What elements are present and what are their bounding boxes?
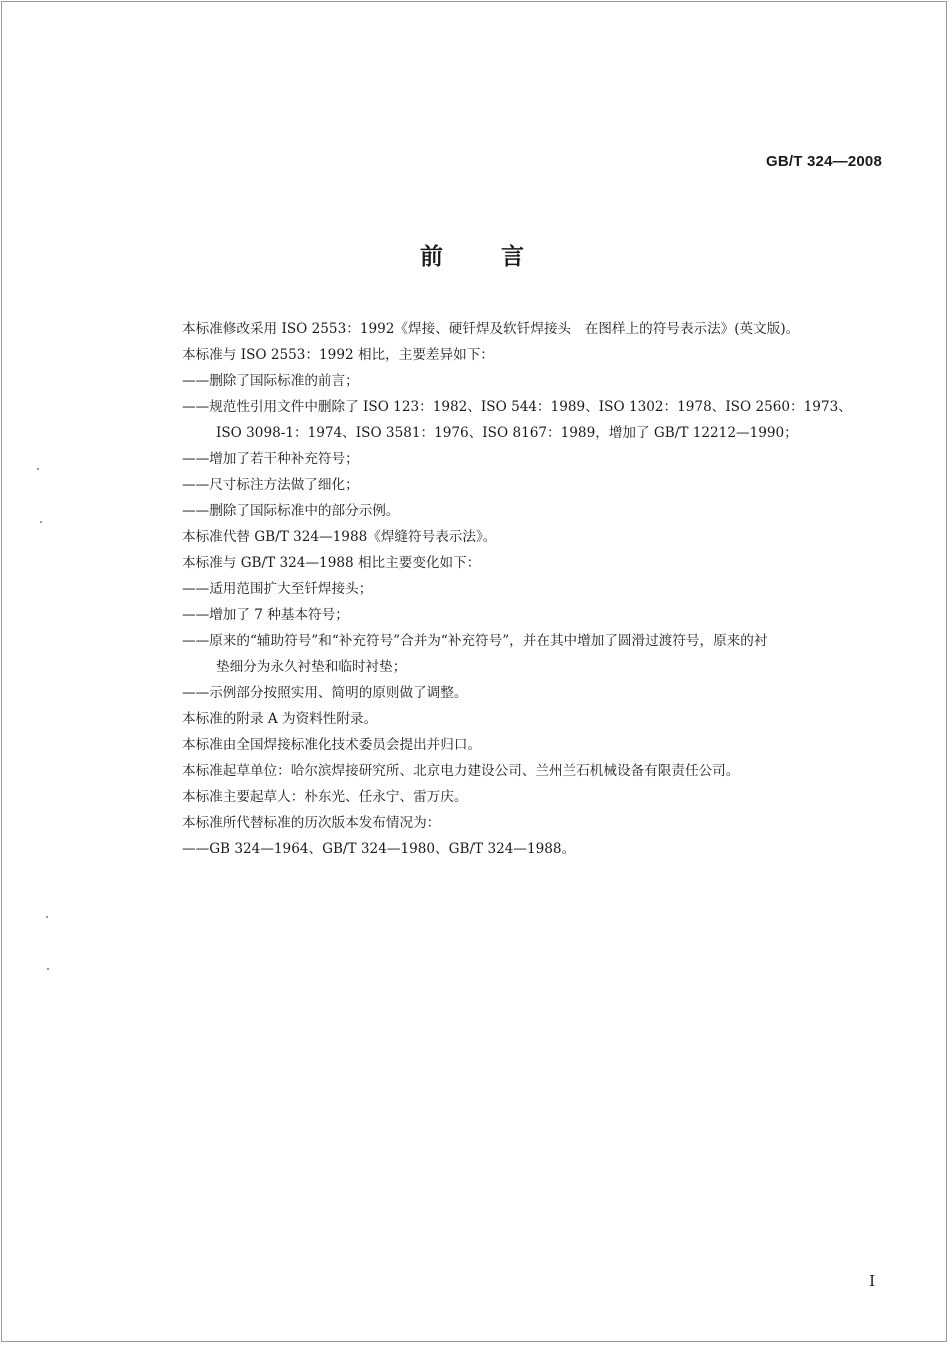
preface-line: 本标准主要起草人：朴东光、任永宁、雷万庆。 xyxy=(182,789,468,805)
preface-line: 本标准代替 GB/T 324—1988《焊缝符号表示法》。 xyxy=(182,529,497,545)
preface-list-item-continuation: ISO 3098-1：1974、ISO 3581：1976、ISO 8167：1989，增加了 GB/T 12212—1990； xyxy=(216,425,798,441)
preface-line: 本标准起草单位：哈尔滨焊接研究所、北京电力建设公司、兰州兰石机械设备有限责任公司。 xyxy=(182,763,740,779)
scan-speck xyxy=(46,916,48,918)
scan-speck xyxy=(37,468,39,470)
preface-line: 本标准所代替标准的历次版本发布情况为： xyxy=(182,815,441,831)
page-number: I xyxy=(869,1272,875,1290)
preface-line: 本标准的附录 A 为资料性附录。 xyxy=(182,711,378,727)
preface-list-item: ——删除了国际标准中的部分示例。 xyxy=(182,503,400,519)
preface-list-item: ——增加了 7 种基本符号； xyxy=(182,607,349,623)
preface-list-item: ——示例部分按照实用、简明的原则做了调整。 xyxy=(182,685,468,701)
scan-speck xyxy=(47,968,49,970)
preface-list-item: ——尺寸标注方法做了细化； xyxy=(182,477,359,493)
preface-body xyxy=(182,316,894,862)
document-code: GB/T 324—2008 xyxy=(766,153,882,170)
preface-list-item: ——增加了若干种补充符号； xyxy=(182,451,359,467)
preface-line: 本标准修改采用 ISO 2553：1992《焊接、硬钎焊及软钎焊接头 在图样上的符号表示法》(英文版)。 xyxy=(182,321,800,337)
scan-speck xyxy=(40,521,42,523)
preface-line: 本标准与 GB/T 324—1988 相比主要变化如下： xyxy=(182,555,481,571)
preface-list-item: ——适用范围扩大至钎焊接头； xyxy=(182,581,373,597)
preface-list-item-continuation: 垫细分为永久衬垫和临时衬垫； xyxy=(216,659,407,675)
preface-list-item: ——删除了国际标准的前言； xyxy=(182,373,359,389)
preface-line: 本标准由全国焊接标准化技术委员会提出并归口。 xyxy=(182,737,482,753)
page-title: 前言 xyxy=(420,244,582,270)
preface-list-item: ——规范性引用文件中删除了 ISO 123：1982、ISO 544：1989、ISO 1302：1978、ISO 2560：1973、 xyxy=(182,399,852,415)
preface-line: 本标准与 ISO 2553：1992 相比，主要差异如下： xyxy=(182,347,494,363)
preface-list-item: ——GB 324—1964、GB/T 324—1980、GB/T 324—1988。 xyxy=(182,841,576,857)
preface-list-item: ——原来的“辅助符号”和“补充符号”合并为“补充符号”，并在其中增加了圆滑过渡符号，原来的衬 xyxy=(182,633,768,649)
